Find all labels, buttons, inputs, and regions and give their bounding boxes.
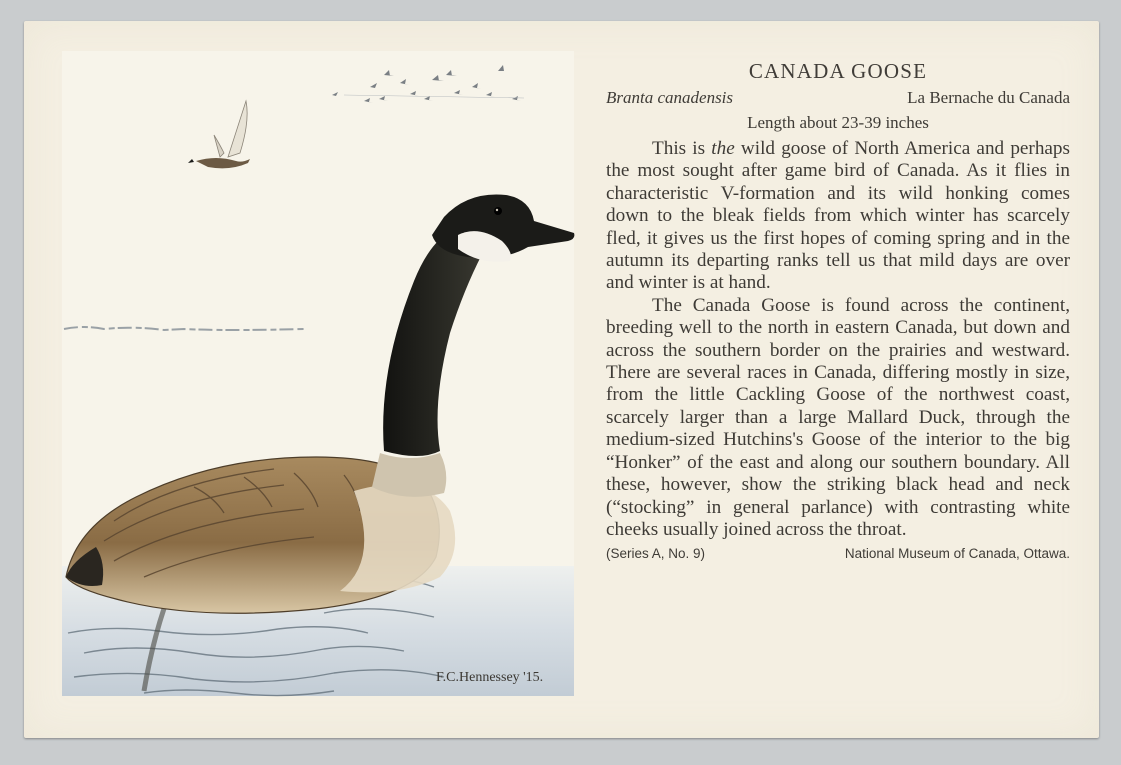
description: [606, 138, 1070, 541]
publisher: National Museum of Canada, Ottawa.: [844, 546, 1070, 562]
latin-name: Branta canadensis: [606, 88, 734, 107]
p1-post: wild goose of North America and perhaps the most sought after game bird of Canada. As it flies in characteristic V-formation and its wild honking comes down to the bleak fields from which winter has scarcely fled, it gives us the first hopes of coming spring and in the autumn its departing ranks tell us that mild days are over and winter is at hand.: [606, 138, 1070, 294]
artist-signature: F.C.Hennessey '15.: [436, 670, 544, 685]
french-name: La Bernache du Canada: [907, 88, 1070, 107]
series-label: (Series A, No. 9): [606, 546, 706, 562]
postcard: [24, 21, 1099, 738]
page-title: CANADA GOOSE: [748, 59, 928, 83]
species-names: [606, 88, 1070, 108]
footer: [606, 546, 1070, 561]
paragraph-2: The Canada Goose is found across the continent, breeding well to the north in eastern Canada, but down and across the southern border on the prairies and westward. There are several races in Canada, differing mostly in size, from the little Cackling Goose of the northwest coast, scarcely larger than a large Mallard Duck, through the medium-sized Hutchins's Goose of the interior to the big “Honker” of the east and along our southern boundary. All these, however, show the striking black head and neck (“stocking” in general parlance) with contrasting white cheeks usually joined across the throat.: [606, 294, 1070, 540]
canada-goose-illustration: [24, 21, 604, 738]
paragraph-1: [606, 138, 1070, 295]
p1-pre: This is: [652, 138, 712, 159]
text-column: [606, 59, 1070, 561]
length-line: Length about 23-39 inches: [747, 113, 929, 132]
p1-em: the: [711, 138, 735, 159]
